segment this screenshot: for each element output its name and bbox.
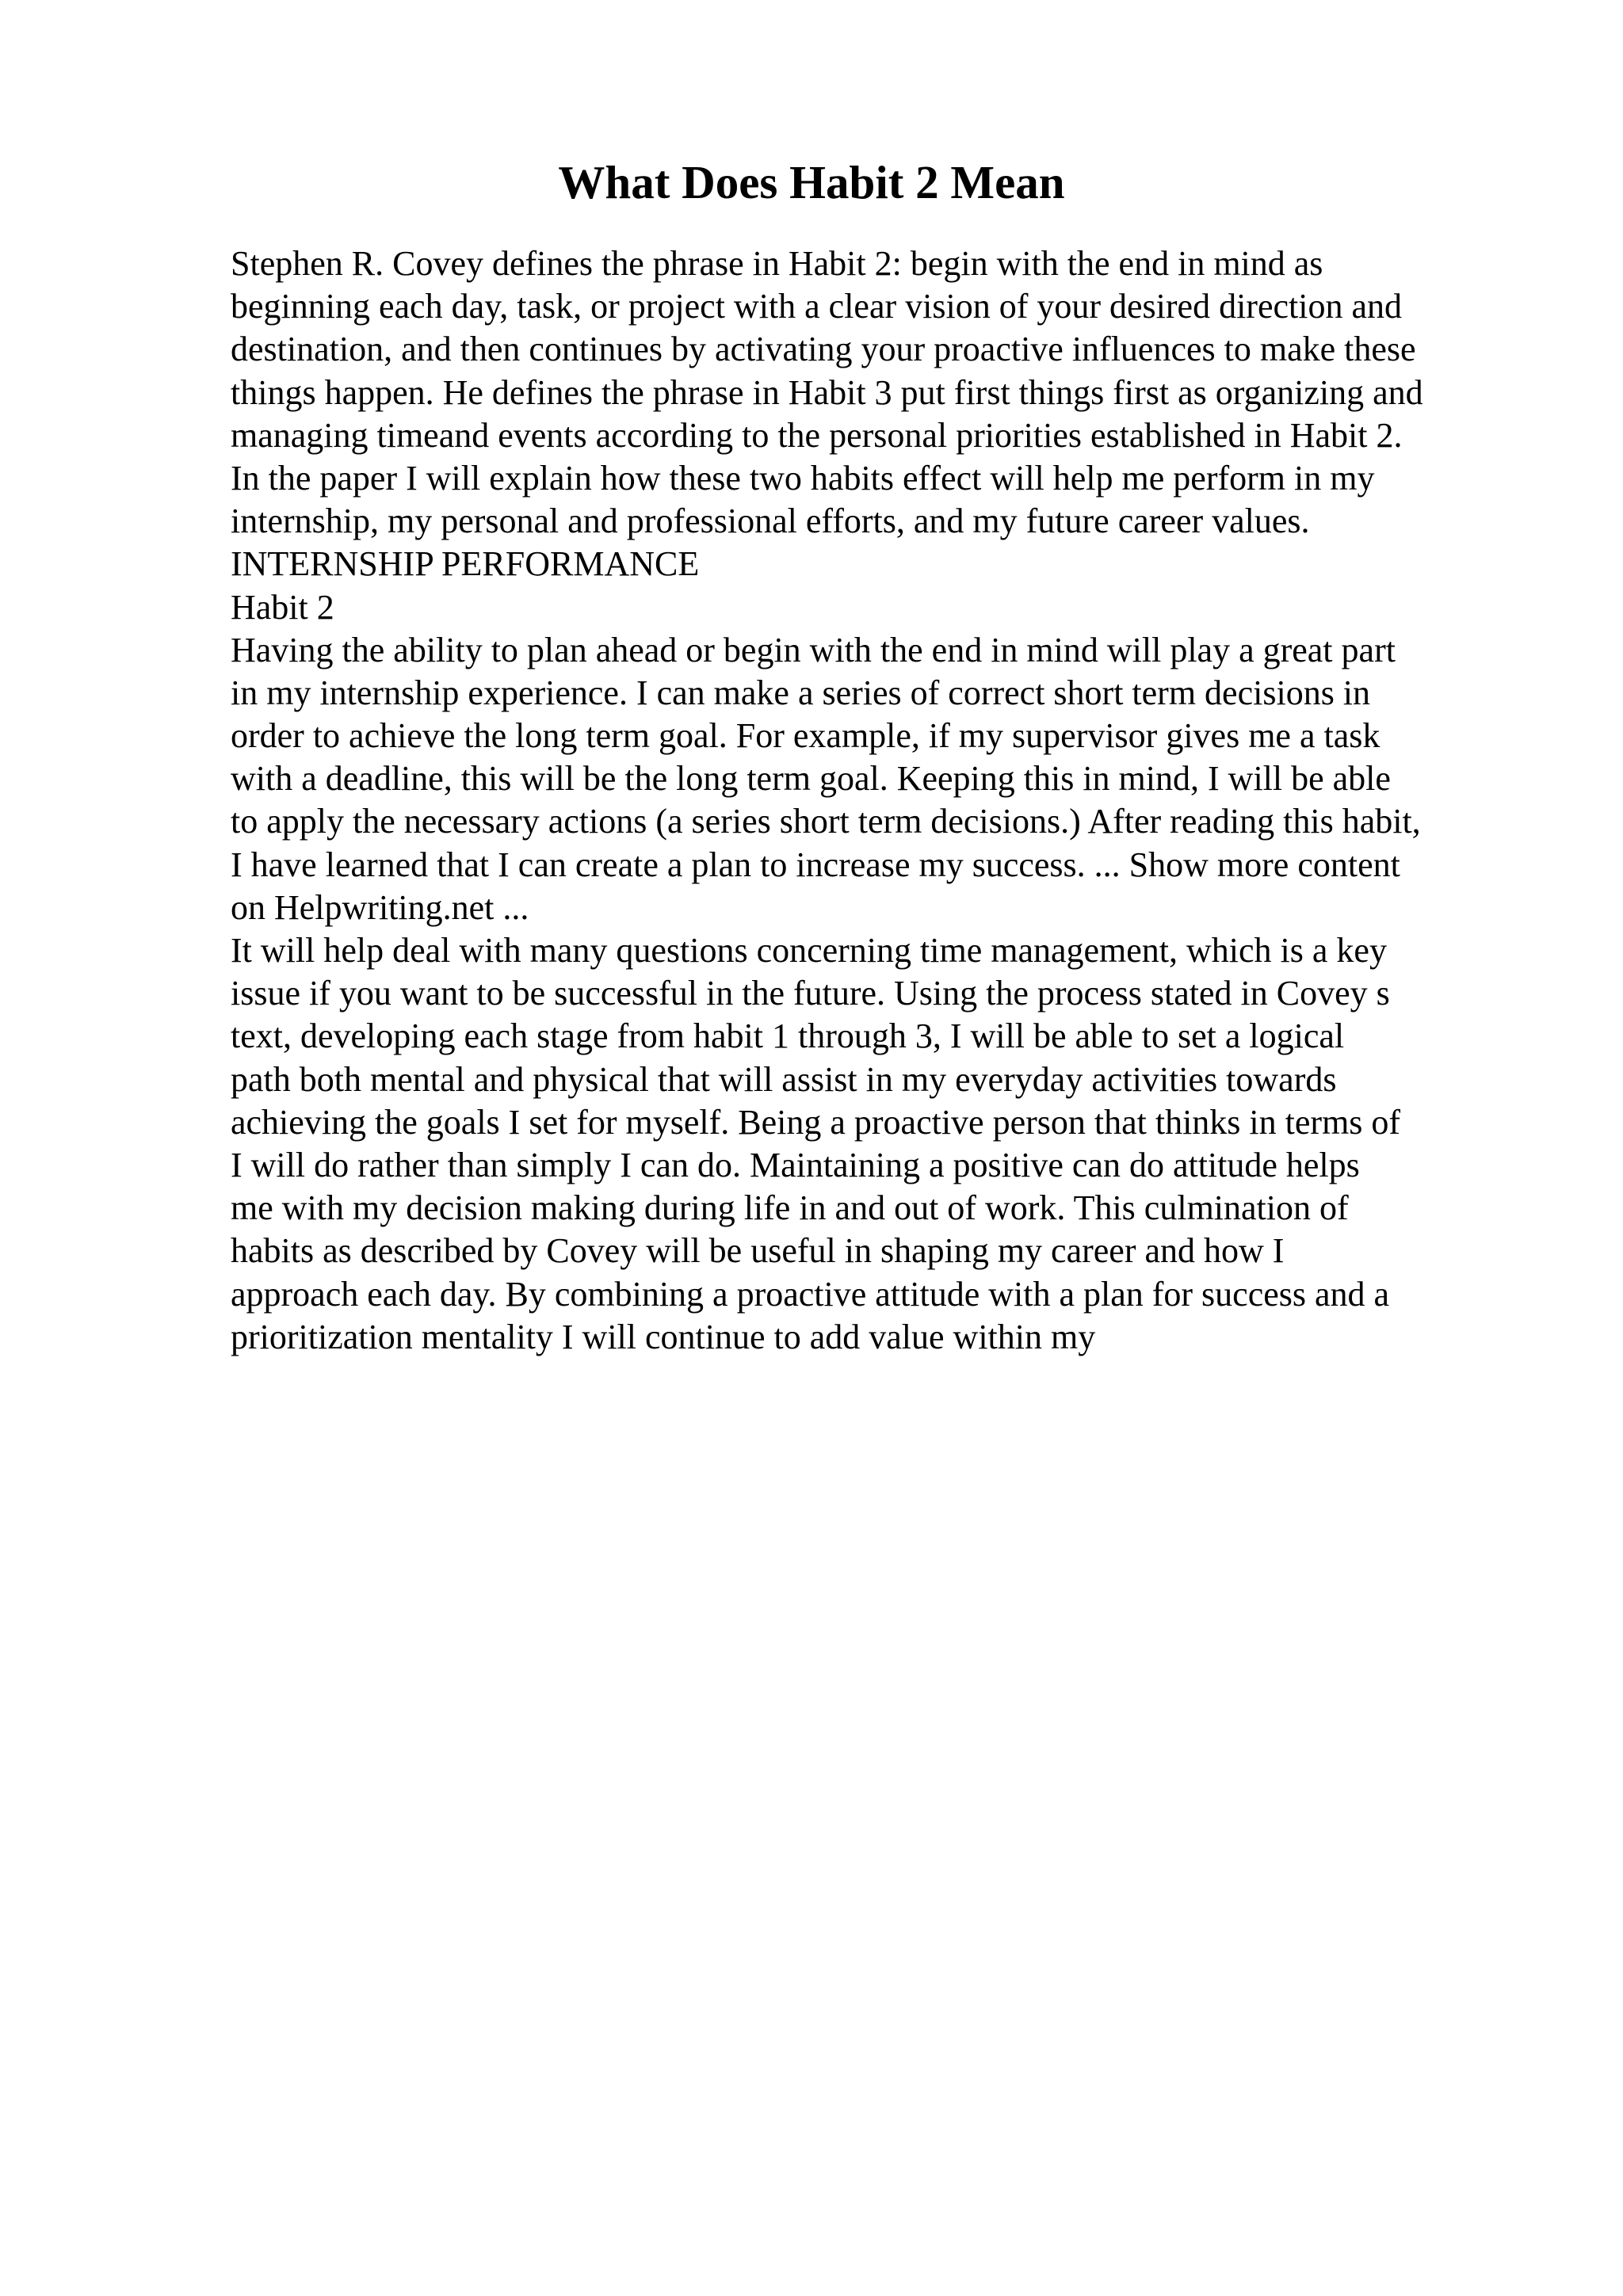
- body-line: prioritization mentality I will continue to add value within my: [231, 1317, 1096, 1356]
- section-heading-internship-performance: INTERNSHIP PERFORMANCE: [231, 544, 700, 584]
- body-line: things happen. He defines the phrase in Habit 3 put first things first as organizing and: [231, 372, 1423, 412]
- body-line: I have learned that I can create a plan to increase my success. ... Show more content: [231, 845, 1400, 884]
- body-line: destination, and then continues by activating your proactive influences to make these: [231, 330, 1416, 369]
- body-line: achieving the goals I set for myself. Being a proactive person that thinks in terms of: [231, 1102, 1401, 1142]
- body-line: habits as described by Covey will be useful in shaping my career and how I: [231, 1231, 1285, 1271]
- body-line: beginning each day, task, or project with a clear vision of your desired direction and: [231, 287, 1402, 326]
- body-line: with a deadline, this will be the long term goal. Keeping this in mind, I will be able: [231, 759, 1391, 799]
- body-line: order to achieve the long term goal. For example, if my supervisor gives me a task: [231, 716, 1381, 756]
- body-line: in my internship experience. I can make a series of correct short term decisions in: [231, 673, 1371, 712]
- body-line: In the paper I will explain how these two habits effect will help me perform in my: [231, 458, 1375, 498]
- body-line: text, developing each stage from habit 1 through 3, I will be able to set a logical: [231, 1016, 1345, 1056]
- body-line: Stephen R. Covey defines the phrase in Habit 2: begin with the end in mind as: [231, 244, 1323, 283]
- body-line: internship, my personal and professional efforts, and my future career values.: [231, 502, 1310, 541]
- body-line: on Helpwriting.net ...: [231, 887, 529, 927]
- subheading-habit-2: Habit 2: [231, 587, 334, 627]
- body-line: Having the ability to plan ahead or begin with the end in mind will play a great part: [231, 630, 1396, 669]
- document-title: What Does Habit 2 Mean: [558, 156, 1065, 208]
- body-line: path both mental and physical that will assist in my everyday activities towards: [231, 1059, 1337, 1099]
- body-line: to apply the necessary actions (a series short term decisions.) After reading this habit,: [231, 802, 1421, 841]
- body-line: approach each day. By combining a proactive attitude with a plan for success and a: [231, 1274, 1390, 1314]
- body-line: issue if you want to be successful in the future. Using the process stated in Covey s: [231, 974, 1390, 1013]
- body-line: It will help deal with many questions concerning time management, which is a key: [231, 931, 1387, 970]
- body-line: managing timeand events according to the personal priorities established in Habit 2.: [231, 415, 1403, 455]
- document-body: [231, 242, 1602, 1359]
- body-line: me with my decision making during life in and out of work. This culmination of: [231, 1188, 1349, 1228]
- body-line: I will do rather than simply I can do. Maintaining a positive can do attitude helps: [231, 1145, 1360, 1184]
